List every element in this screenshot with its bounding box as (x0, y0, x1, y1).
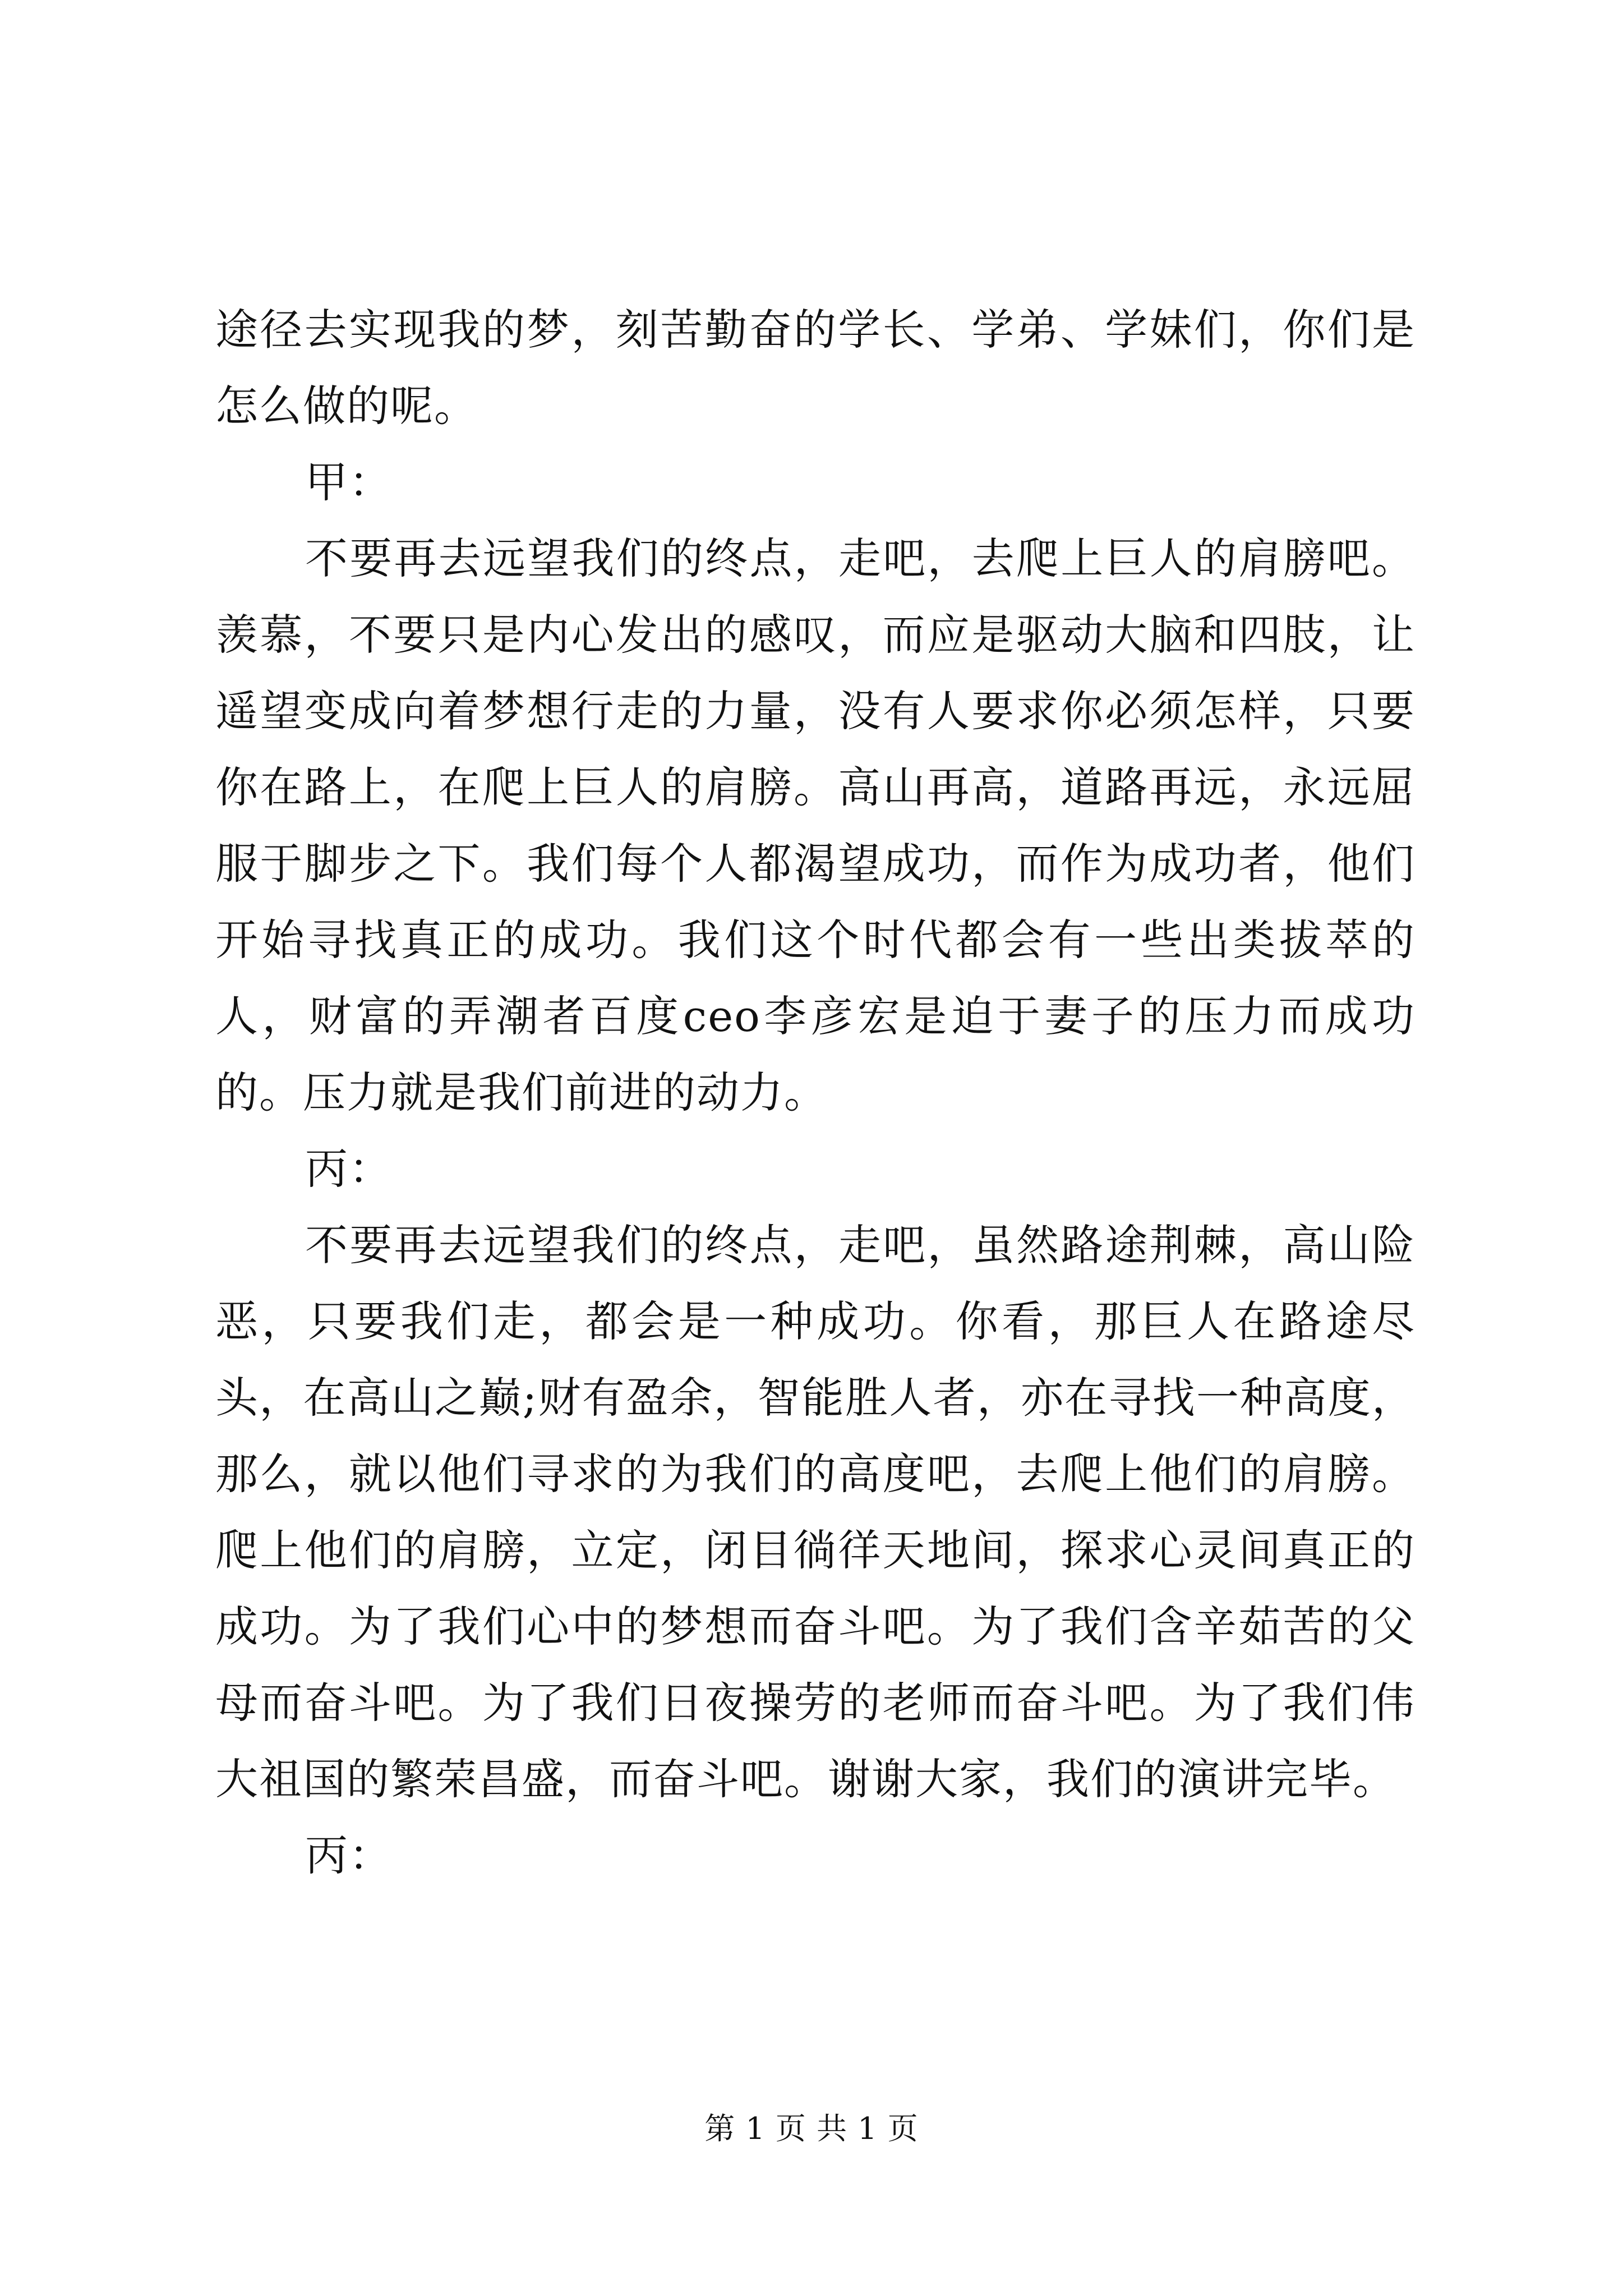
speaker-label-jia: 甲： (305, 457, 393, 507)
page-footer: 第 1 页 共 1 页 (704, 2111, 919, 2146)
paragraph-jia-speech: 不要再去远望我们的终点，走吧，去爬上巨人的肩膀吧。羡慕，不要只是内心发出的感叹，而应是驱动大脑和四肢，让遥望变成向着梦想行走的力量，没有人要求你必须怎样，只要你在路上，在爬上巨人的肩膀。高山再高，道路再远，永远屈服于脚步之下。我们每个人都渴望成功，而作为成功者，他们开始寻找真正的成功。我们这个时代都会有一些出类拔萃的人，财富的弄潮者百度ceo李彦宏是迫于妻子的压力而成功的。压力就是我们前进的动力。 (215, 533, 1415, 1117)
paragraph-bing-speech: 不要再去远望我们的终点，走吧，虽然路途荆棘，高山险恶，只要我们走，都会是一种成功。你看，那巨人在路途尽头，在高山之巅;财有盈余，智能胜人者，亦在寻找一种高度，那么，就以他们寻求的为我们的高度吧，去爬上他们的肩膀。爬上他们的肩膀，立定，闭目徜徉天地间，探求心灵间真正的成功。为了我们心中的梦想而奋斗吧。为了我们含辛茹苦的父母而奋斗吧。为了我们日夜操劳的老师而奋斗吧。为了我们伟大祖国的繁荣昌盛，而奋斗吧。谢谢大家，我们的演讲完毕。 (215, 1220, 1415, 1804)
speaker-label-bing-2: 丙： (305, 1830, 393, 1880)
paragraph-continuation: 途径去实现我的梦，刻苦勤奋的学长、学弟、学妹们，你们是怎么做的呢。 (215, 305, 1415, 431)
document-body (215, 292, 1415, 1894)
speaker-label-bing: 丙： (305, 1144, 393, 1194)
